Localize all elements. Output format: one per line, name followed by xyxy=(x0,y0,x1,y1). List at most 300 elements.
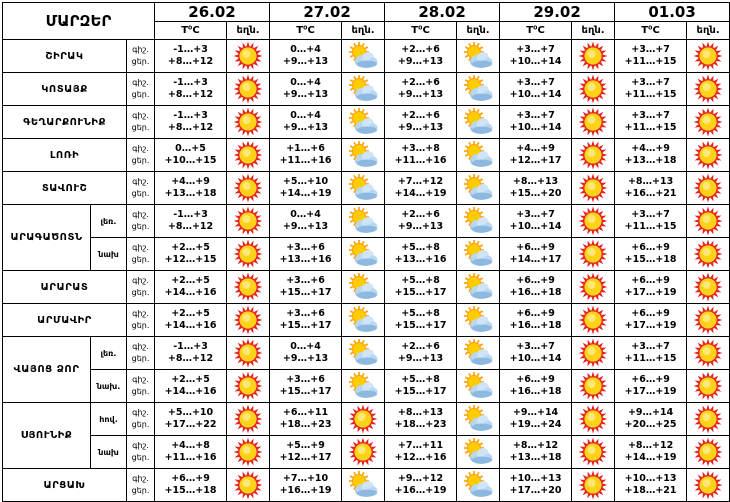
period-labels xyxy=(127,403,155,436)
day-temperature: +16…+19 xyxy=(394,485,447,496)
temperature-cell xyxy=(385,139,457,172)
night-temperature: +4…+9 xyxy=(516,143,555,154)
temperature-cell xyxy=(155,238,227,271)
temperature-subheader: T⁰C xyxy=(615,22,687,40)
day-temperature: +10…+14 xyxy=(509,221,562,232)
day-temperature: +13…+18 xyxy=(624,155,677,166)
night-temperature: +6…+9 xyxy=(631,275,670,286)
temperature-cell xyxy=(615,73,687,106)
night-temperature: +9…+14 xyxy=(512,407,559,418)
partly-cloudy-icon xyxy=(457,73,500,106)
sun-icon xyxy=(687,370,730,403)
day-temperature: +9…+13 xyxy=(397,89,444,100)
day-label: ցեր. xyxy=(131,255,150,264)
day-temperature: +11…+16 xyxy=(164,452,217,463)
region-name: ԱՐՑԱԽ xyxy=(3,469,127,502)
night-temperature: +8…+12 xyxy=(627,440,674,451)
temperature-cell xyxy=(615,238,687,271)
sun-icon xyxy=(687,172,730,205)
day-temperature: +8…+12 xyxy=(167,221,214,232)
night-temperature: +3…+7 xyxy=(516,77,555,88)
partly-cloudy-icon xyxy=(342,40,385,73)
partly-cloudy-icon xyxy=(457,106,500,139)
sun-icon xyxy=(227,469,270,502)
night-temperature: +7…+11 xyxy=(397,440,444,451)
temperature-cell xyxy=(500,271,572,304)
table-row xyxy=(3,172,730,205)
sun-icon xyxy=(572,271,615,304)
day-label: ցեր. xyxy=(131,222,150,231)
region-name: ԿՈՏԱՅՔ xyxy=(3,73,127,106)
sun-icon xyxy=(572,436,615,469)
day-temperature: +8…+12 xyxy=(167,353,214,364)
temperature-cell xyxy=(155,73,227,106)
partly-cloudy-icon xyxy=(457,271,500,304)
night-temperature: +3…+7 xyxy=(631,44,670,55)
sun-icon xyxy=(572,337,615,370)
weather-subheader: եղն. xyxy=(687,22,730,40)
night-temperature: +3…+7 xyxy=(516,110,555,121)
partly-cloudy-icon xyxy=(457,205,500,238)
night-label: գիշ. xyxy=(132,408,149,417)
temperature-cell xyxy=(385,370,457,403)
day-temperature: +11…+15 xyxy=(624,56,677,67)
sun-icon xyxy=(227,271,270,304)
night-temperature: +5…+10 xyxy=(167,407,214,418)
subregion-label: նախ. xyxy=(91,370,127,403)
day-temperature: +15…+20 xyxy=(509,188,562,199)
temperature-subheader: T⁰C xyxy=(500,22,572,40)
night-temperature: +8…+13 xyxy=(512,176,559,187)
night-temperature: +2…+5 xyxy=(171,275,210,286)
day-temperature: +9…+13 xyxy=(397,122,444,133)
date-header: 29.02 xyxy=(500,3,615,22)
day-temperature: +11…+15 xyxy=(624,122,677,133)
period-labels xyxy=(127,337,155,370)
sun-icon xyxy=(572,205,615,238)
region-column-header: ՄԱՐԶԵՐ xyxy=(3,3,155,40)
night-label: գիշ. xyxy=(132,474,149,483)
day-temperature: +17…+20 xyxy=(509,485,562,496)
date-header: 27.02 xyxy=(270,3,385,22)
forecast-table xyxy=(2,2,730,502)
day-temperature: +15…+17 xyxy=(279,320,332,331)
partly-cloudy-icon xyxy=(342,337,385,370)
sun-icon xyxy=(227,337,270,370)
weather-subheader: եղն. xyxy=(342,22,385,40)
night-temperature: +6…+9 xyxy=(516,242,555,253)
temperature-cell xyxy=(270,172,342,205)
day-temperature: +16…+18 xyxy=(509,287,562,298)
night-temperature: +8…+12 xyxy=(512,440,559,451)
temperature-cell xyxy=(615,304,687,337)
day-temperature: +11…+15 xyxy=(624,89,677,100)
night-label: գիշ. xyxy=(132,375,149,384)
night-temperature: +6…+9 xyxy=(516,308,555,319)
sun-icon xyxy=(342,403,385,436)
region-name: ՇԻՐԱԿ xyxy=(3,40,127,73)
period-labels xyxy=(127,172,155,205)
night-temperature: +3…+6 xyxy=(286,374,325,385)
night-label: գիշ. xyxy=(132,276,149,285)
weather-subheader: եղն. xyxy=(457,22,500,40)
night-temperature: +3…+7 xyxy=(516,341,555,352)
day-temperature: +14…+16 xyxy=(164,320,217,331)
day-temperature: +16…+21 xyxy=(624,188,677,199)
table-row xyxy=(3,337,730,370)
region-name: ՍՅՈՒՆԻՔ xyxy=(3,403,91,469)
temperature-cell xyxy=(385,271,457,304)
night-temperature: 0…+4 xyxy=(290,209,321,220)
day-temperature: +15…+17 xyxy=(394,287,447,298)
temperature-cell xyxy=(155,469,227,502)
sun-icon xyxy=(572,40,615,73)
sun-icon xyxy=(687,205,730,238)
partly-cloudy-icon xyxy=(457,238,500,271)
night-temperature: +3…+6 xyxy=(286,308,325,319)
day-label: ցեր. xyxy=(131,189,150,198)
temperature-cell xyxy=(270,403,342,436)
partly-cloudy-icon xyxy=(342,106,385,139)
sun-icon xyxy=(687,238,730,271)
night-temperature: +2…+6 xyxy=(401,77,440,88)
night-temperature: +3…+7 xyxy=(516,209,555,220)
night-label: գիշ. xyxy=(132,111,149,120)
sun-icon xyxy=(227,139,270,172)
temperature-cell xyxy=(500,436,572,469)
night-temperature: +5…+8 xyxy=(401,308,440,319)
day-temperature: +18…+23 xyxy=(279,419,332,430)
temperature-cell xyxy=(155,40,227,73)
night-label: գիշ. xyxy=(132,309,149,318)
night-temperature: +5…+10 xyxy=(282,176,329,187)
temperature-cell xyxy=(270,337,342,370)
partly-cloudy-icon xyxy=(457,403,500,436)
night-temperature: +1…+6 xyxy=(286,143,325,154)
day-temperature: +16…+18 xyxy=(509,386,562,397)
temperature-cell xyxy=(615,40,687,73)
night-temperature: +4…+9 xyxy=(171,176,210,187)
region-name: ՎԱՅՈՑ ՁՈՐ xyxy=(3,337,91,403)
night-temperature: +10…+13 xyxy=(624,473,677,484)
night-temperature: +3…+6 xyxy=(286,242,325,253)
table-row xyxy=(3,469,730,502)
temperature-cell xyxy=(270,73,342,106)
period-labels xyxy=(127,304,155,337)
night-temperature: +7…+12 xyxy=(397,176,444,187)
temperature-cell xyxy=(155,106,227,139)
temperature-cell xyxy=(500,304,572,337)
sun-icon xyxy=(227,238,270,271)
sun-icon xyxy=(227,304,270,337)
night-label: գիշ. xyxy=(132,177,149,186)
night-temperature: 0…+5 xyxy=(175,143,206,154)
day-label: ցեր. xyxy=(131,288,150,297)
table-row xyxy=(3,106,730,139)
sun-icon xyxy=(687,40,730,73)
temperature-cell xyxy=(270,469,342,502)
night-temperature: +3…+7 xyxy=(516,44,555,55)
temperature-cell xyxy=(500,106,572,139)
day-temperature: +9…+13 xyxy=(397,56,444,67)
day-temperature: +14…+16 xyxy=(164,386,217,397)
night-label: գիշ. xyxy=(132,342,149,351)
region-name: ԼՈՌԻ xyxy=(3,139,127,172)
partly-cloudy-icon xyxy=(342,238,385,271)
night-temperature: +7…+10 xyxy=(282,473,329,484)
night-temperature: +2…+6 xyxy=(401,110,440,121)
day-temperature: +13…+16 xyxy=(394,254,447,265)
day-temperature: +16…+18 xyxy=(509,320,562,331)
day-temperature: +17…+19 xyxy=(624,386,677,397)
night-temperature: +3…+7 xyxy=(631,110,670,121)
temperature-cell xyxy=(615,403,687,436)
period-labels xyxy=(127,370,155,403)
day-label: ցեր. xyxy=(131,90,150,99)
temperature-cell xyxy=(500,403,572,436)
partly-cloudy-icon xyxy=(457,139,500,172)
night-temperature: +2…+6 xyxy=(401,209,440,220)
sun-icon xyxy=(687,271,730,304)
temperature-cell xyxy=(615,436,687,469)
day-temperature: +12…+17 xyxy=(509,155,562,166)
temperature-subheader: T⁰C xyxy=(155,22,227,40)
temperature-cell xyxy=(155,304,227,337)
day-temperature: +19…+24 xyxy=(509,419,562,430)
table-row xyxy=(3,304,730,337)
day-temperature: +9…+13 xyxy=(282,221,329,232)
region-name: ԱՐՄԱՎԻՐ xyxy=(3,304,127,337)
table-row xyxy=(3,370,730,403)
day-temperature: +11…+16 xyxy=(279,155,332,166)
night-temperature: +6…+9 xyxy=(631,374,670,385)
day-temperature: +12…+17 xyxy=(279,452,332,463)
day-temperature: +13…+18 xyxy=(509,452,562,463)
day-label: ցեր. xyxy=(131,156,150,165)
sun-icon xyxy=(572,370,615,403)
weather-subheader: եղն. xyxy=(572,22,615,40)
partly-cloudy-icon xyxy=(457,304,500,337)
night-temperature: +6…+9 xyxy=(516,275,555,286)
subregion-label: հով. xyxy=(91,403,127,436)
temperature-subheader: T⁰C xyxy=(270,22,342,40)
day-temperature: +15…+18 xyxy=(624,254,677,265)
partly-cloudy-icon xyxy=(342,73,385,106)
subregion-label: նախ xyxy=(91,238,127,271)
day-temperature: +14…+19 xyxy=(279,188,332,199)
temperature-cell xyxy=(500,238,572,271)
sun-icon xyxy=(572,304,615,337)
day-label: ցեր. xyxy=(131,453,150,462)
day-temperature: +17…+19 xyxy=(624,320,677,331)
night-temperature: +5…+8 xyxy=(401,374,440,385)
day-temperature: +17…+19 xyxy=(624,287,677,298)
partly-cloudy-icon xyxy=(342,205,385,238)
temperature-cell xyxy=(270,205,342,238)
temperature-cell xyxy=(270,238,342,271)
period-labels xyxy=(127,271,155,304)
day-label: ցեր. xyxy=(131,486,150,495)
temperature-cell xyxy=(385,436,457,469)
sun-icon xyxy=(227,436,270,469)
sun-icon xyxy=(687,403,730,436)
night-temperature: +3…+6 xyxy=(286,275,325,286)
night-label: գիշ. xyxy=(132,243,149,252)
day-temperature: +11…+16 xyxy=(394,155,447,166)
day-label: ցեր. xyxy=(131,321,150,330)
table-row xyxy=(3,139,730,172)
day-temperature: +9…+13 xyxy=(397,353,444,364)
table-row xyxy=(3,403,730,436)
table-row xyxy=(3,436,730,469)
subregion-label: լեռ. xyxy=(91,205,127,238)
temperature-cell xyxy=(155,139,227,172)
day-label: ցեր. xyxy=(131,354,150,363)
night-temperature: -1…+3 xyxy=(173,44,208,55)
period-labels xyxy=(127,40,155,73)
temperature-cell xyxy=(385,304,457,337)
temperature-cell xyxy=(500,337,572,370)
night-temperature: +9…+12 xyxy=(397,473,444,484)
temperature-cell xyxy=(270,139,342,172)
day-temperature: +17…+22 xyxy=(164,419,217,430)
sun-icon xyxy=(687,139,730,172)
sun-icon xyxy=(572,403,615,436)
date-header: 28.02 xyxy=(385,3,500,22)
temperature-cell xyxy=(155,271,227,304)
weather-subheader: եղն. xyxy=(227,22,270,40)
day-temperature: +9…+13 xyxy=(282,122,329,133)
temperature-cell xyxy=(500,172,572,205)
night-label: գիշ. xyxy=(132,78,149,87)
period-labels xyxy=(127,436,155,469)
period-labels xyxy=(127,238,155,271)
table-row xyxy=(3,271,730,304)
temperature-cell xyxy=(155,370,227,403)
temperature-cell xyxy=(615,469,687,502)
sun-icon xyxy=(572,469,615,502)
day-label: ցեր. xyxy=(131,420,150,429)
temperature-cell xyxy=(615,271,687,304)
night-temperature: +3…+7 xyxy=(631,77,670,88)
temperature-cell xyxy=(615,370,687,403)
temperature-cell xyxy=(270,304,342,337)
temperature-cell xyxy=(500,205,572,238)
temperature-cell xyxy=(615,106,687,139)
partly-cloudy-icon xyxy=(457,370,500,403)
temperature-cell xyxy=(155,172,227,205)
temperature-cell xyxy=(500,469,572,502)
night-temperature: +6…+11 xyxy=(282,407,329,418)
partly-cloudy-icon xyxy=(457,172,500,205)
temperature-cell xyxy=(615,205,687,238)
partly-cloudy-icon xyxy=(342,304,385,337)
partly-cloudy-icon xyxy=(457,436,500,469)
temperature-cell xyxy=(385,172,457,205)
day-temperature: +10…+14 xyxy=(509,56,562,67)
day-temperature: +10…+14 xyxy=(509,122,562,133)
day-temperature: +18…+23 xyxy=(394,419,447,430)
day-temperature: +12…+16 xyxy=(394,452,447,463)
temperature-cell xyxy=(385,403,457,436)
day-temperature: +9…+13 xyxy=(282,353,329,364)
temperature-cell xyxy=(155,403,227,436)
sun-icon xyxy=(572,238,615,271)
temperature-cell xyxy=(270,106,342,139)
table-row xyxy=(3,73,730,106)
temperature-cell xyxy=(615,172,687,205)
night-temperature: +5…+9 xyxy=(286,440,325,451)
day-temperature: +8…+12 xyxy=(167,122,214,133)
night-temperature: +6…+9 xyxy=(516,374,555,385)
table-row xyxy=(3,205,730,238)
day-temperature: +11…+15 xyxy=(624,353,677,364)
day-temperature: +9…+13 xyxy=(397,221,444,232)
partly-cloudy-icon xyxy=(342,370,385,403)
temperature-cell xyxy=(500,139,572,172)
night-temperature: +4…+9 xyxy=(631,143,670,154)
day-temperature: +11…+15 xyxy=(624,221,677,232)
day-temperature: +10…+15 xyxy=(164,155,217,166)
sun-icon xyxy=(227,73,270,106)
table-row xyxy=(3,238,730,271)
subregion-label: նախ xyxy=(91,436,127,469)
day-temperature: +15…+17 xyxy=(394,320,447,331)
partly-cloudy-icon xyxy=(457,469,500,502)
day-temperature: +12…+15 xyxy=(164,254,217,265)
night-temperature: +2…+6 xyxy=(401,341,440,352)
night-temperature: -1…+3 xyxy=(173,341,208,352)
day-temperature: +14…+17 xyxy=(509,254,562,265)
night-label: գիշ. xyxy=(132,210,149,219)
night-temperature: +6…+9 xyxy=(631,242,670,253)
night-label: գիշ. xyxy=(132,144,149,153)
sun-icon xyxy=(687,106,730,139)
sun-icon xyxy=(572,139,615,172)
subregion-label: լեռ. xyxy=(91,337,127,370)
partly-cloudy-icon xyxy=(342,139,385,172)
day-temperature: +9…+13 xyxy=(282,89,329,100)
sun-icon xyxy=(342,436,385,469)
night-temperature: +4…+8 xyxy=(171,440,210,451)
partly-cloudy-icon xyxy=(342,271,385,304)
night-temperature: 0…+4 xyxy=(290,110,321,121)
sun-icon xyxy=(227,370,270,403)
temperature-cell xyxy=(615,337,687,370)
temperature-cell xyxy=(385,469,457,502)
sun-icon xyxy=(687,73,730,106)
day-temperature: +15…+18 xyxy=(164,485,217,496)
day-label: ցեր. xyxy=(131,123,150,132)
temperature-cell xyxy=(385,337,457,370)
temperature-cell xyxy=(155,337,227,370)
night-temperature: 0…+4 xyxy=(290,77,321,88)
region-name: ԱՐԱԳԱԾՈՏՆ xyxy=(3,205,91,271)
night-temperature: +6…+9 xyxy=(171,473,210,484)
day-temperature: +16…+19 xyxy=(279,485,332,496)
temperature-cell xyxy=(615,139,687,172)
day-label: ցեր. xyxy=(131,387,150,396)
day-temperature: +14…+19 xyxy=(624,452,677,463)
night-temperature: -1…+3 xyxy=(173,110,208,121)
sun-icon xyxy=(687,337,730,370)
day-temperature: +9…+13 xyxy=(282,56,329,67)
period-labels xyxy=(127,205,155,238)
temperature-cell xyxy=(500,40,572,73)
night-temperature: +2…+5 xyxy=(171,308,210,319)
sun-icon xyxy=(227,205,270,238)
temperature-cell xyxy=(500,73,572,106)
